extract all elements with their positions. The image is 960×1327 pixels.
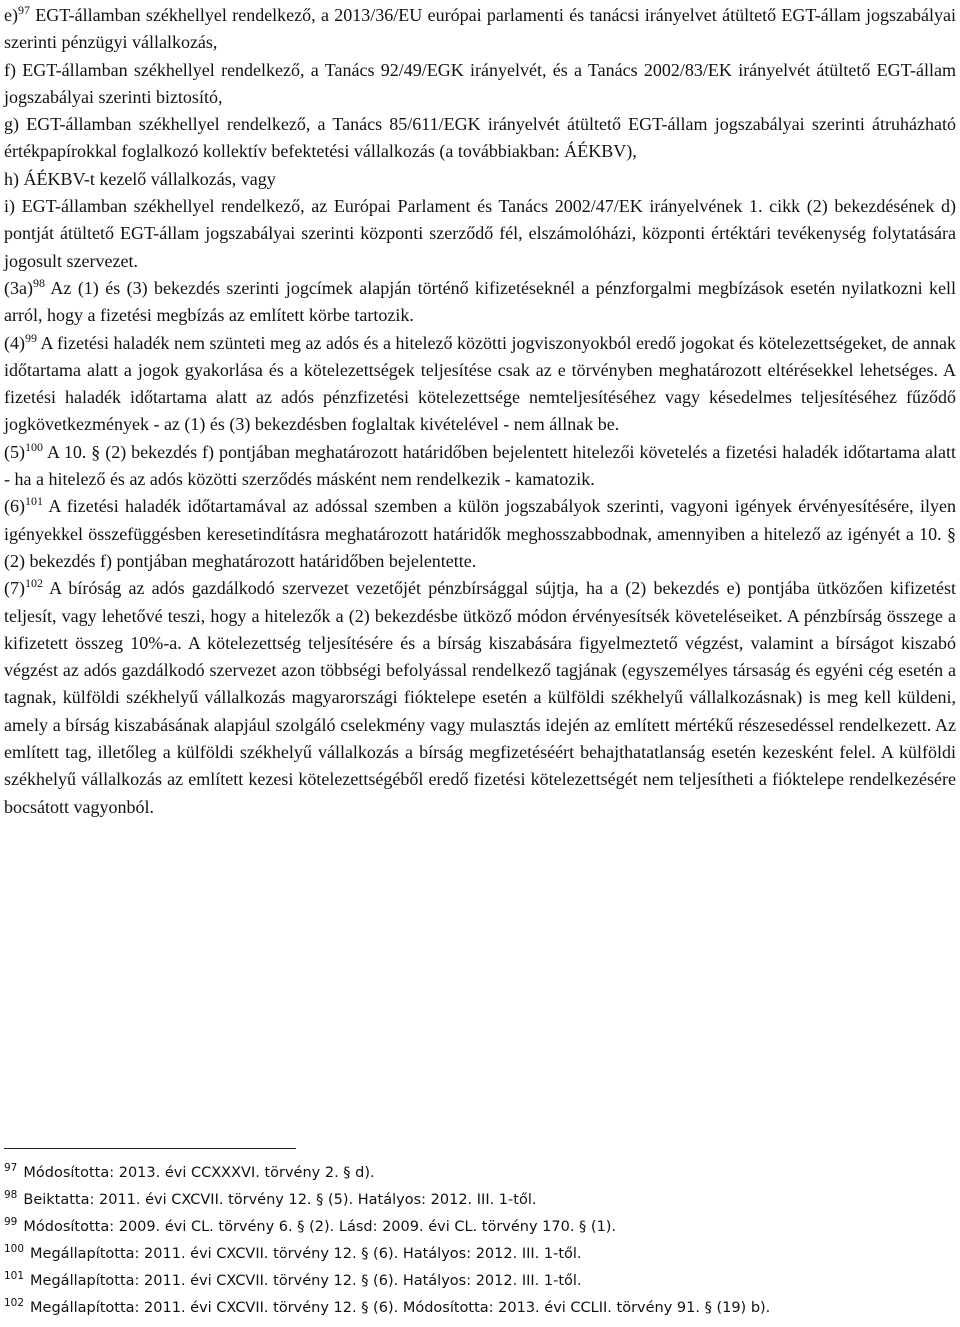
paragraph-text: A bíróság az adós gazdálkodó szervezet vezetőjét pénzbírsággal sújtja, ha a (2) bekezdés e) pontjába ütközően kifizetést teljesít, vagy lehetővé teszi, hogy a hitelezők a (2) bekezdésbe ütköző módon érvényesítsék követeléseiket. A pénzbírság összege a kifizetett összeg 10%-a. A kötelezettség teljesítésére és a bírság kiszabására figyelmeztető végzést, valamint a bírságot kiszabó végzést az adós gazdálkodó szervezet azon többségi befolyással rendelkező tagjának (egyszemélyes társaság és egyéni cég esetén a tagnak, külföldi székhelyű vállalkozás magyarországi fióktelepe esetén a külföldi székhelyű vállalkozásnak) is meg kell küldeni, amely a bírság kiszabásának alapjául szolgáló cselekmény vagy mulasztás idején az említett mértékű részesedéssel rendelkezett. Az említett tag, illetőleg a külföldi székhelyű vállalkozás a bírság megfizetéséért behajthatatlanság esetén kezesként felel. A külföldi székhelyű vállalkozás az említett kezesi kötelezettségéből eredő fizetési kötelezettségét nem teljesítheti a fióktelepe rendelkezésére bocsátott vagyonból. (4, 578, 956, 817)
footnote-ref[interactable]: 100 (25, 439, 43, 454)
paragraph-item-e (4, 2, 956, 57)
footnote-text: Megállapította: 2011. évi CXCVII. törvény 12. § (6). Módosította: 2013. évi CCLII. törvény 91. § (19) b). (30, 1299, 771, 1316)
footnote-98 (4, 1187, 956, 1214)
footnote-99 (4, 1214, 956, 1241)
paragraph-lead: (5) (4, 441, 25, 462)
footnote-ref[interactable]: 101 (25, 494, 43, 509)
paragraph-lead: e) (4, 5, 18, 25)
paragraph-text: g) EGT-államban székhellyel rendelkező, a Tanács 85/611/EGK irányelvét átültető EGT-állam jogszabályai szerinti átruházható értékpapírokkal foglalkozó kollektív befektetési vállalkozás (a továbbiakban: ÁÉKBV), (4, 114, 956, 162)
paragraph-text: f) EGT-államban székhellyel rendelkező, a Tanács 92/49/EGK irányelvét, és a Tanács 2002/83/EK irányelvét átültető EGT-állam jogszabályai szerinti biztosító, (4, 59, 956, 107)
footnote-text: Módosította: 2013. évi CCXXXVI. törvény 2. § d). (23, 1165, 375, 1181)
paragraph-lead: (4) (4, 332, 25, 353)
footnote-100 (4, 1241, 956, 1268)
footnote-ref[interactable]: 102 (25, 576, 43, 591)
paragraph-4 (4, 330, 956, 439)
footnote-text: Megállapította: 2011. évi CXCVII. törvény 12. § (6). Hatályos: 2012. III. 1-től. (30, 1272, 582, 1289)
paragraph-text: Az (1) és (3) bekezdés szerinti jogcímek alapján történő kifizetéseknél a pénzforgalmi megbízások esetén nyilatkozni kell arról, hogy a fizetési megbízás az említett körbe tartozik. (4, 277, 956, 326)
footnote-ref[interactable]: 98 (32, 275, 45, 290)
footnote-101 (4, 1268, 956, 1295)
footnote-number: 101 (4, 1269, 25, 1282)
paragraph-item-g (4, 111, 956, 166)
paragraph-lead: (7) (4, 578, 25, 599)
paragraph-7 (4, 575, 956, 821)
paragraph-text: A fizetési haladék időtartamával az adóssal szemben a külön jogszabályok szerinti, vagyoni igények érvényesítésére, ilyen igényekkel összefüggésben keresetindításra meghatározott határidők meghosszabbodnak, amennyiben a hitelező az igényét a 10. § (2) bekezdés f) pontjában meghatározott határidőben bejelentette. (4, 496, 956, 571)
paragraph-item-h (4, 166, 956, 193)
footnotes (4, 1160, 956, 1321)
footnote-text: Megállapította: 2011. évi CXCVII. törvény 12. § (6). Hatályos: 2012. III. 1-től. (30, 1245, 582, 1262)
paragraph-6 (4, 493, 956, 575)
document-page (4, 0, 956, 1316)
footnote-number: 99 (4, 1215, 18, 1228)
paragraph-lead: (6) (4, 496, 25, 517)
footnote-102 (4, 1295, 956, 1322)
footnote-number: 102 (4, 1296, 25, 1309)
paragraph-item-f (4, 57, 956, 112)
paragraph-5 (4, 439, 956, 494)
paragraph-item-i (4, 193, 956, 275)
footnote-ref[interactable]: 99 (25, 330, 37, 345)
paragraph-text: i) EGT-államban székhellyel rendelkező, az Európai Parlament és Tanács 2002/47/EK irányelvének 1. cikk (2) bekezdésének d) pontját átültető EGT-állam jogszabályai szerinti központi szerződő fél, elszámolóházi, központi értéktári tevékenység folytatására jogosult szervezet. (4, 196, 956, 271)
footnote-separator (4, 1148, 296, 1149)
footnote-number: 98 (4, 1189, 18, 1202)
paragraph-text: A 10. § (2) bekezdés f) pontjában meghatározott határidőben bejelentett hitelezői követelés a fizetési haladék időtartama alatt - ha a hitelező és az adós közötti szerződés másként nem rendelkezik - kamatozik. (4, 441, 956, 490)
paragraph-text: EGT-államban székhellyel rendelkező, a 2013/36/EU európai parlamenti és tanácsi irányelvet átültető EGT-állam jogszabályai szerinti pénzügyi vállalkozás, (4, 5, 956, 53)
footnote-text: Módosította: 2009. évi CL. törvény 6. § (2). Lásd: 2009. évi CL. törvény 170. § (1). (23, 1218, 617, 1235)
footnote-97 (4, 1160, 956, 1187)
paragraph-3a (4, 275, 956, 330)
footnote-number: 97 (4, 1162, 18, 1175)
footnote-ref[interactable]: 97 (17, 3, 30, 17)
paragraph-lead: (3a) (4, 277, 33, 298)
footnote-number: 100 (4, 1242, 25, 1255)
law-text-body (4, 0, 956, 821)
paragraph-text: A fizetési haladék nem szünteti meg az adós és a hitelező közötti jogviszonyokból eredő jogokat és kötelezettségeket, de annak időtartama alatt a jogok gyakorlása és a kötelezettségek teljesítése csak az e törvényben meghatározott eltérésekkel lehetséges. A fizetési haladék időtartama alatt az adós pénzfizetési kötelezettsége nemteljesítéséhez vagy késedelmes teljesítéséhez fűződő jogkövetkezmények - az (1) és (3) bekezdésben foglaltak kivételével - nem állnak be. (4, 332, 956, 435)
footnote-text: Beiktatta: 2011. évi CXCVII. törvény 12. § (5). Hatályos: 2012. III. 1-től. (23, 1191, 537, 1208)
paragraph-text: h) ÁÉKBV-t kezelő vállalkozás, vagy (4, 168, 276, 189)
